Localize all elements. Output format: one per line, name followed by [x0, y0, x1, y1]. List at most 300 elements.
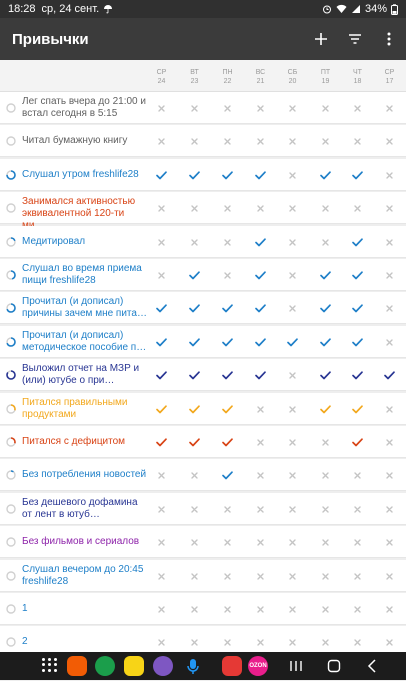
habit-day-cell[interactable] [211, 532, 244, 552]
habit-day-cell[interactable] [211, 131, 244, 151]
habit-day-cell[interactable] [309, 499, 342, 519]
habit-day-cell[interactable] [341, 599, 374, 619]
cross-icon [322, 539, 329, 546]
check-icon [255, 238, 266, 247]
cross-icon [158, 272, 165, 279]
habit-name[interactable]: Слушал вечером до 20:45 freshlife28 [22, 564, 144, 587]
habit-day-cell[interactable] [211, 499, 244, 519]
cross-icon [322, 439, 329, 446]
habit-day-cell[interactable] [244, 399, 277, 419]
habit-day-cell[interactable] [178, 232, 211, 252]
cross-icon [322, 639, 329, 646]
cross-icon [354, 639, 361, 646]
wifi-icon [336, 4, 347, 14]
cross-icon [386, 573, 393, 580]
habit-day-cell[interactable] [276, 165, 309, 185]
habit-day-cell[interactable] [244, 365, 277, 385]
viber-app-icon[interactable] [153, 656, 173, 676]
day-header [309, 68, 342, 86]
day-header [373, 68, 406, 86]
check-icon [189, 405, 200, 414]
check-icon [320, 171, 331, 180]
habit-day-cell[interactable] [145, 165, 178, 185]
more-vert-icon [387, 32, 391, 46]
habit-day-cell[interactable] [276, 632, 309, 652]
habit-row[interactable] [0, 560, 406, 592]
umbrella-icon [103, 4, 113, 14]
habit-day-cell[interactable] [341, 432, 374, 452]
habit-day-cell[interactable] [244, 532, 277, 552]
habit-day-cell[interactable] [373, 165, 406, 185]
habit-row[interactable] [0, 292, 406, 324]
habit-day-cell[interactable] [178, 298, 211, 318]
habit-day-cell[interactable] [244, 98, 277, 118]
habit-day-cell[interactable] [276, 232, 309, 252]
status-date: ср, 24 сент. [41, 3, 100, 15]
habit-day-cell[interactable] [309, 632, 342, 652]
habit-day-cell[interactable] [244, 599, 277, 619]
habit-day-cell[interactable] [211, 165, 244, 185]
habit-name[interactable]: Питался правильными продуктами [22, 397, 128, 420]
habit-day-cell[interactable] [341, 399, 374, 419]
habit-day-cell[interactable] [145, 98, 178, 118]
habit-day-cell[interactable] [341, 566, 374, 586]
habit-day-cell[interactable] [341, 232, 374, 252]
check-icon [255, 171, 266, 180]
cross-icon [289, 305, 296, 312]
habit-day-cell[interactable] [145, 399, 178, 419]
habit-day-cell[interactable] [244, 198, 277, 218]
cross-icon [289, 573, 296, 580]
habit-day-cell[interactable] [178, 465, 211, 485]
habit-day-cell[interactable] [178, 566, 211, 586]
day-number: 24 [157, 78, 166, 85]
add-icon [314, 32, 328, 46]
check-icon [320, 371, 331, 380]
cross-icon [386, 439, 393, 446]
habit-day-cell[interactable] [276, 198, 309, 218]
cross-icon [386, 406, 393, 413]
check-icon [320, 405, 331, 414]
habit-day-cell[interactable] [244, 232, 277, 252]
check-icon [255, 371, 266, 380]
habit-day-cell[interactable] [276, 599, 309, 619]
habit-row[interactable] [0, 159, 406, 191]
habit-day-cell[interactable] [145, 332, 178, 352]
cross-icon [257, 406, 264, 413]
check-icon [352, 405, 363, 414]
habit-day-cell[interactable] [341, 499, 374, 519]
habit-day-cell[interactable] [276, 532, 309, 552]
habit-day-cell[interactable] [276, 399, 309, 419]
day-number: 17 [385, 78, 394, 85]
check-icon [189, 171, 200, 180]
habit-day-cell[interactable] [145, 566, 178, 586]
habit-row[interactable] [0, 226, 406, 258]
habit-day-cell[interactable] [145, 465, 178, 485]
cross-icon [386, 506, 393, 513]
cross-icon [224, 205, 231, 212]
habit-day-cell[interactable] [373, 499, 406, 519]
habit-day-cell[interactable] [244, 165, 277, 185]
habit-day-cell[interactable] [211, 232, 244, 252]
habit-day-cell[interactable] [309, 566, 342, 586]
cross-icon [386, 239, 393, 246]
cross-icon [191, 573, 198, 580]
status-bar [0, 0, 406, 18]
cross-icon [354, 539, 361, 546]
habit-day-cell[interactable] [244, 632, 277, 652]
habit-day-cell[interactable] [211, 265, 244, 285]
habit-day-cell[interactable] [373, 198, 406, 218]
habit-day-cell[interactable] [309, 232, 342, 252]
habit-name[interactable]: Лег спать вчера до 21:00 и встал сегодня в 5:15 [22, 96, 146, 119]
cross-icon [224, 573, 231, 580]
app-icon-orange[interactable] [67, 656, 87, 676]
cross-icon [257, 639, 264, 646]
habit-day-cell[interactable] [178, 532, 211, 552]
cross-icon [289, 639, 296, 646]
habit-day-cell[interactable] [211, 632, 244, 652]
filter-icon [348, 33, 362, 45]
habit-day-cell[interactable] [145, 432, 178, 452]
habit-row[interactable] [0, 259, 406, 291]
habit-day-cell[interactable] [276, 98, 309, 118]
habit-day-cell[interactable] [276, 566, 309, 586]
habit-day-cell[interactable] [145, 131, 178, 151]
habit-day-cell[interactable] [178, 131, 211, 151]
habit-day-cell[interactable] [211, 332, 244, 352]
habit-row[interactable] [0, 92, 406, 124]
habit-day-cell[interactable] [373, 131, 406, 151]
habit-day-cell[interactable] [309, 399, 342, 419]
check-icon [255, 338, 266, 347]
habit-name[interactable]: 1 [22, 603, 28, 614]
habit-day-cell[interactable] [276, 365, 309, 385]
progress-ring-icon [6, 136, 16, 146]
habit-day-cell[interactable] [373, 532, 406, 552]
cross-icon [386, 472, 393, 479]
habit-day-cell[interactable] [178, 499, 211, 519]
day-of-week: СР [384, 69, 395, 76]
habit-day-cell[interactable] [276, 265, 309, 285]
check-icon [189, 304, 200, 313]
habit-day-cell[interactable] [178, 198, 211, 218]
habit-day-cell[interactable] [244, 298, 277, 318]
habit-day-cell[interactable] [341, 131, 374, 151]
habit-day-cell[interactable] [276, 499, 309, 519]
day-of-week: ПТ [320, 69, 331, 76]
habit-day-cell[interactable] [373, 632, 406, 652]
filter-button[interactable] [338, 18, 372, 60]
habit-name[interactable]: Без фильмов и сериалов [22, 536, 140, 547]
cross-icon [386, 539, 393, 546]
progress-ring-icon [6, 470, 16, 480]
habit-day-cell[interactable] [373, 399, 406, 419]
add-button[interactable] [304, 18, 338, 60]
habit-day-cell[interactable] [276, 465, 309, 485]
habit-day-cell[interactable] [341, 98, 374, 118]
check-icon [320, 304, 331, 313]
day-number: 19 [321, 78, 330, 85]
check-icon [189, 438, 200, 447]
habit-day-cell[interactable] [309, 265, 342, 285]
habit-name[interactable]: Прочитал (и дописал) причины зачем мне пита… [22, 296, 147, 319]
habit-day-cell[interactable] [341, 265, 374, 285]
cross-icon [257, 205, 264, 212]
habit-name[interactable]: Прочитал (и дописал) методическое пособие п… [22, 330, 147, 353]
habit-name[interactable]: 2 [22, 636, 28, 647]
habit-day-cell[interactable] [244, 465, 277, 485]
cross-icon [257, 606, 264, 613]
progress-ring-icon [6, 604, 16, 614]
habit-day-cell[interactable] [211, 399, 244, 419]
navigation-bar [0, 652, 406, 680]
habit-day-cell[interactable] [309, 599, 342, 619]
habit-day-cell[interactable] [211, 599, 244, 619]
habit-day-cell[interactable] [341, 332, 374, 352]
habit-day-cell[interactable] [145, 532, 178, 552]
habit-day-cell[interactable] [341, 532, 374, 552]
check-icon [352, 371, 363, 380]
habit-day-cell[interactable] [178, 165, 211, 185]
cross-icon [224, 606, 231, 613]
day-of-week: ВТ [190, 69, 199, 76]
habit-row[interactable] [0, 459, 406, 491]
day-number: 18 [353, 78, 362, 85]
habit-day-cell[interactable] [178, 632, 211, 652]
habit-day-cell[interactable] [244, 566, 277, 586]
habit-day-cell[interactable] [373, 298, 406, 318]
day-of-week: ВС [255, 69, 266, 76]
check-icon [384, 371, 395, 380]
cross-icon [289, 205, 296, 212]
day-number: 20 [288, 78, 297, 85]
day-of-week: СБ [287, 69, 298, 76]
habit-list[interactable] [0, 92, 406, 652]
habit-day-cell[interactable] [244, 432, 277, 452]
ozon-app-icon[interactable] [248, 656, 268, 676]
cross-icon [322, 606, 329, 613]
habit-name[interactable]: Без дешевого дофамина от лент в ютуб… [22, 497, 138, 520]
habit-day-cell[interactable] [373, 332, 406, 352]
cross-icon [191, 606, 198, 613]
habit-name[interactable]: Слушал во время приема пищи freshlife28 [22, 263, 142, 286]
habit-day-cell[interactable] [373, 566, 406, 586]
habit-day-cell[interactable] [309, 332, 342, 352]
progress-ring-icon [6, 237, 16, 247]
check-icon [255, 271, 266, 280]
habit-name[interactable]: Без потребления новостей [22, 469, 147, 480]
check-icon [255, 304, 266, 313]
habit-name[interactable]: Читал бумажную книгу [22, 135, 128, 146]
habit-day-cell[interactable] [145, 632, 178, 652]
progress-ring-icon [6, 203, 16, 213]
habit-name[interactable]: Слушал утром freshlife28 [22, 169, 139, 180]
habit-day-cell[interactable] [341, 198, 374, 218]
habit-day-cell[interactable] [178, 98, 211, 118]
cross-icon [257, 506, 264, 513]
cross-icon [191, 539, 198, 546]
app-grid-icon[interactable] [40, 656, 58, 674]
habit-day-cell[interactable] [276, 432, 309, 452]
habit-day-cell[interactable] [373, 265, 406, 285]
more-options-button[interactable] [372, 18, 406, 60]
habit-day-cell[interactable] [145, 232, 178, 252]
habit-day-cell[interactable] [145, 365, 178, 385]
habit-day-cell[interactable] [373, 232, 406, 252]
habit-day-cell[interactable] [309, 465, 342, 485]
cross-icon [158, 239, 165, 246]
habit-row[interactable] [0, 125, 406, 157]
day-number: 22 [223, 78, 232, 85]
habit-row[interactable] [0, 426, 406, 458]
habit-row[interactable] [0, 593, 406, 625]
check-icon [222, 371, 233, 380]
progress-ring-icon [6, 637, 16, 647]
cross-icon [322, 573, 329, 580]
progress-ring-icon [6, 303, 16, 313]
day-of-week: ПН [222, 69, 233, 76]
check-icon [156, 438, 167, 447]
ozon-app-label: OZON [249, 663, 267, 669]
habit-day-cell[interactable] [211, 465, 244, 485]
habit-day-cell[interactable] [211, 365, 244, 385]
alarm-icon [322, 4, 332, 14]
cross-icon [322, 138, 329, 145]
habit-day-cell[interactable] [145, 265, 178, 285]
habit-day-cell[interactable] [341, 465, 374, 485]
cross-icon [224, 105, 231, 112]
navigator-app-icon[interactable] [124, 656, 144, 676]
habit-day-cell[interactable] [145, 499, 178, 519]
habit-day-cell[interactable] [373, 365, 406, 385]
habit-day-cell[interactable] [309, 165, 342, 185]
check-icon [156, 405, 167, 414]
habit-day-cell[interactable] [276, 131, 309, 151]
habit-day-cell[interactable] [276, 332, 309, 352]
habit-day-cell[interactable] [244, 332, 277, 352]
cross-icon [257, 439, 264, 446]
back-icon[interactable] [364, 658, 380, 674]
habit-day-cell[interactable] [178, 399, 211, 419]
cross-icon [257, 539, 264, 546]
cross-icon [289, 239, 296, 246]
habit-day-cell[interactable] [341, 298, 374, 318]
cross-icon [158, 573, 165, 580]
habit-day-cell[interactable] [178, 332, 211, 352]
habit-row[interactable] [0, 359, 406, 391]
voice-assistant-icon[interactable] [183, 656, 203, 676]
cross-icon [289, 138, 296, 145]
cross-icon [354, 472, 361, 479]
cross-icon [191, 105, 198, 112]
cross-icon [257, 105, 264, 112]
habit-day-cell[interactable] [373, 465, 406, 485]
habit-day-cell[interactable] [178, 599, 211, 619]
habit-day-cell[interactable] [244, 265, 277, 285]
habit-day-cell[interactable] [211, 298, 244, 318]
cross-icon [158, 138, 165, 145]
check-icon [189, 371, 200, 380]
habit-day-cell[interactable] [309, 432, 342, 452]
habit-name[interactable]: Выложил отчет на МЗР и (или) ютубе о при… [22, 363, 140, 386]
habit-day-cell[interactable] [178, 265, 211, 285]
habit-row[interactable] [0, 192, 406, 224]
habit-day-cell[interactable] [244, 131, 277, 151]
progress-ring-icon [6, 103, 16, 113]
habit-day-cell[interactable] [373, 599, 406, 619]
habit-day-cell[interactable] [145, 298, 178, 318]
cross-icon [289, 606, 296, 613]
habit-day-cell[interactable] [211, 98, 244, 118]
cross-icon [289, 539, 296, 546]
habit-day-cell[interactable] [211, 198, 244, 218]
habit-row[interactable] [0, 493, 406, 525]
habit-day-cell[interactable] [244, 499, 277, 519]
habit-row[interactable] [0, 326, 406, 358]
check-icon [222, 471, 233, 480]
habit-day-cell[interactable] [341, 632, 374, 652]
habit-day-cell[interactable] [211, 432, 244, 452]
video-app-icon[interactable] [222, 656, 242, 676]
habit-day-cell[interactable] [145, 599, 178, 619]
phone-app-icon[interactable] [95, 656, 115, 676]
cross-icon [386, 639, 393, 646]
cross-icon [224, 138, 231, 145]
day-header [178, 68, 211, 86]
habit-day-cell[interactable] [309, 365, 342, 385]
cross-icon [322, 205, 329, 212]
habit-day-cell[interactable] [309, 98, 342, 118]
home-icon[interactable] [326, 658, 342, 674]
recent-apps-icon[interactable] [288, 658, 304, 674]
check-icon [352, 438, 363, 447]
battery-level: 34% [364, 3, 387, 15]
habit-row[interactable] [0, 526, 406, 558]
habit-row[interactable] [0, 393, 406, 425]
cross-icon [191, 506, 198, 513]
habit-day-cell[interactable] [309, 198, 342, 218]
habit-day-cell[interactable] [309, 298, 342, 318]
cross-icon [322, 239, 329, 246]
app-bar [0, 18, 406, 60]
signal-icon [351, 4, 361, 14]
habit-name[interactable]: Занимался активностью эквивалентной 120-ти [22, 196, 136, 219]
habit-day-cell[interactable] [276, 298, 309, 318]
habit-day-cell[interactable] [373, 98, 406, 118]
progress-ring-icon [6, 437, 16, 447]
habit-day-cell[interactable] [309, 131, 342, 151]
habit-day-cell[interactable] [341, 165, 374, 185]
habit-day-cell[interactable] [373, 432, 406, 452]
habit-day-cell[interactable] [211, 566, 244, 586]
days-header [0, 60, 406, 92]
habit-name[interactable]: Медитировал [22, 236, 86, 247]
habit-name[interactable]: Питался с дефицитом [22, 436, 126, 447]
cross-icon [322, 105, 329, 112]
day-of-week: СР [156, 69, 167, 76]
progress-ring-icon [6, 571, 16, 581]
habit-day-cell[interactable] [341, 365, 374, 385]
cross-icon [257, 472, 264, 479]
check-icon [287, 338, 298, 347]
habit-day-cell[interactable] [178, 432, 211, 452]
habit-day-cell[interactable] [145, 198, 178, 218]
cross-icon [158, 539, 165, 546]
habit-day-cell[interactable] [309, 532, 342, 552]
habit-day-cell[interactable] [178, 365, 211, 385]
